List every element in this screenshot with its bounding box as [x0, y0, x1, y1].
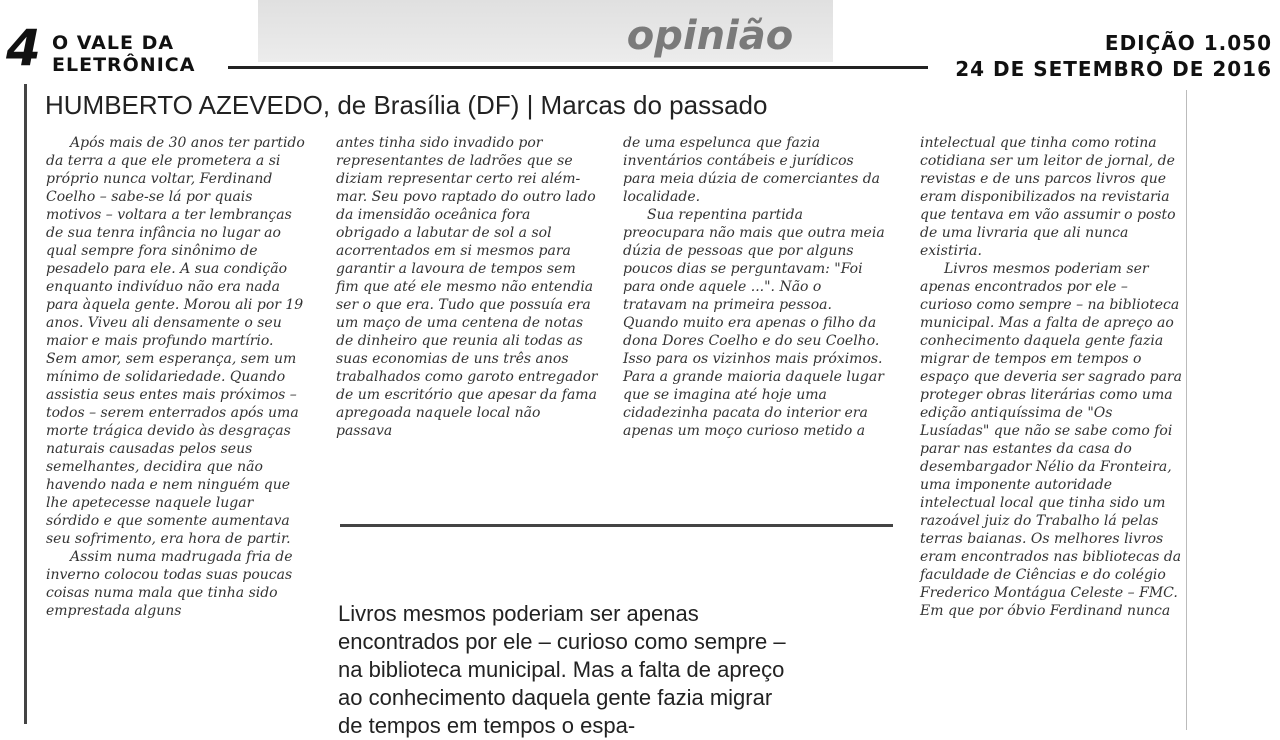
paragraph: Livros mesmos poderiam ser apenas encontrados por ele – curioso como sempre – na biblioteca municipal. Mas a falta de apreço ao conhecimento daquela gente fazia migrar de tempos em tempos o espaço que deveria ser sagrado para proteger obras literárias como uma edição antiquíssima de "Os Lusíadas" que não se sabe como foi parar nas estantes da casa do desembargador Nélio da Fronteira, uma imponente autoridade intelectual local que tinha sido um razoável juiz do Trabalho lá pelas terras baianas. Os melhores livros eram encontrados nas bibliotecas da faculdade de Ciências e do colégio Frederico Montágua Celeste – FMC. Em que por óbvio Ferdinand nunca: [920, 261, 1182, 619]
section-title: opinião: [626, 13, 794, 59]
article-column-2: [336, 134, 598, 440]
paragraph: antes tinha sido invadido por representantes de ladrões que se diziam representar certo rei além-mar. Seu povo raptado do outro lado da imensidão oceânica fora obrigado a labutar de sol a sol acorrentados em si mesmos para garantir a lavoura de tempos sem fim que até ele mesmo não entendia ser o que era. Tudo que possuía era um maço de uma centena de notas de dinheiro que reunia ali todas as suas economias de uns três anos trabalhados como garoto entregador de um escritório que apesar da fama apregoada naquele local não passava: [336, 135, 598, 439]
edition-date: 24 DE SETEMBRO DE 2016: [955, 57, 1272, 81]
pull-quote: Livros mesmos poderiam ser apenas encontrados por ele – curioso como sempre – na biblioteca municipal. Mas a falta de apreço ao conhecimento daquela gente fazia migrar de tempos em tempos o espa-: [338, 601, 786, 738]
paragraph: de uma espelunca que fazia inventários contábeis e jurídicos para meia dúzia de comerciantes da localidade.: [623, 135, 881, 205]
paragraph: intelectual que tinha como rotina cotidiana ser um leitor de jornal, de revistas e de uns parcos livros que eram disponibilizados na revistaria que tentava em vão assumir o posto de uma livraria que ali nunca existiria.: [920, 135, 1176, 259]
pullquote-divider: [340, 524, 893, 527]
page-number: 4: [6, 19, 41, 77]
paragraph: Após mais de 30 anos ter partido da terra a que ele prometera a si próprio nunca voltar, Ferdinand Coelho – sabe-se lá por quais motivos – voltara a ter lembranças de sua tenra infância no lugar ao qual sempre fora sinônimo de pesadelo para ele. A sua condição enquanto indivíduo não era nada para àquela gente. Morou ali por 19 anos. Viveu ali densamente o seu maior e mais profundo martírio. Sem amor, sem esperança, sem um mínimo de solidariedade. Quando assistia seus entes mais próximos – todos – serem enterrados após uma morte trágica devido às desgraças naturais causadas pelos seus semelhantes, decidira que não havendo nada e nem ninguém que lhe apetecesse naquele lugar sórdido e que somente aumentava seu sofrimento, era hora de partir.: [46, 135, 305, 547]
article-column-4: [920, 134, 1182, 620]
edition-info: [955, 30, 1272, 82]
article-column-3: [623, 134, 885, 440]
paragraph: Assim numa madrugada fria de inverno colocou todas suas poucas coisas numa mala que tinha sido emprestada alguns: [46, 549, 293, 619]
paragraph: Sua repentina partida preocupara não mais que outra meia dúzia de pessoas que por alguns poucos dias se perguntavam: "Foi para onde aquele ...". Não o tratavam na primeira pessoa. Quando muito era apenas o filho da dona Dores Coelho e do seu Coelho. Isso para os vizinhos mais próximos. Para a grande maioria daquele lugar que se imagina até hoje uma cidadezinha pacata do interior era apenas um moço curioso metido a: [623, 207, 885, 439]
article-byline: HUMBERTO AZEVEDO, de Brasília (DF) | Marcas do passado: [45, 90, 768, 120]
header-divider: [228, 66, 928, 69]
article-column-1: [46, 134, 308, 620]
right-margin-rule: [1186, 90, 1187, 730]
left-margin-rule: [24, 84, 27, 724]
edition-number: EDIÇÃO 1.050: [1104, 31, 1272, 55]
publication-name-line2: ELETRÔNICA: [52, 54, 196, 76]
publication-name-line1: O VALE DA: [52, 32, 175, 54]
publication-name: [52, 32, 195, 76]
